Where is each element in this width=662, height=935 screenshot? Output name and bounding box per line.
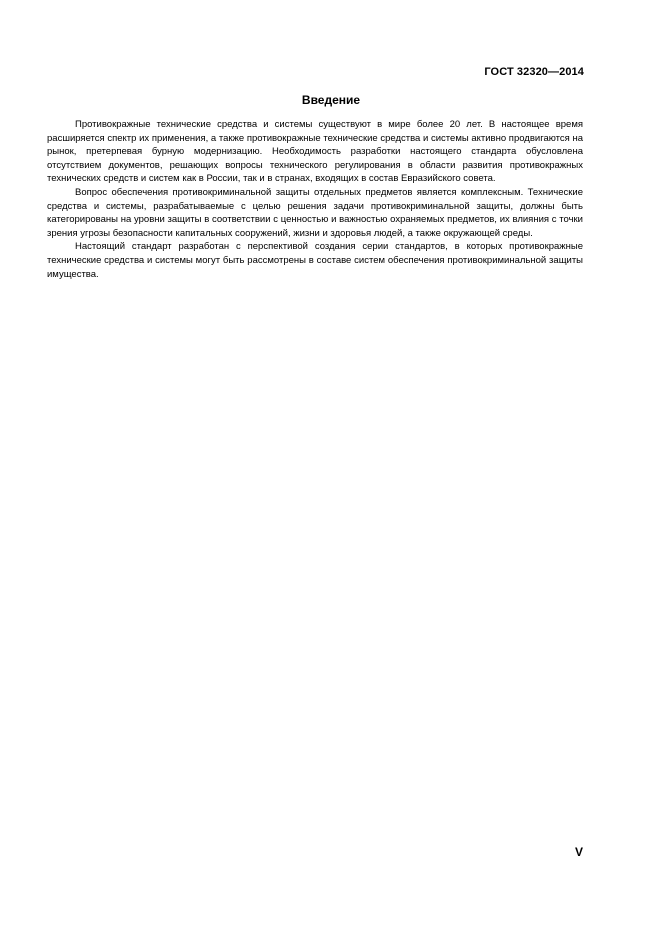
paragraph-3: Настоящий стандарт разработан с перспективой создания серии стандартов, в которых противокражные технические средства и системы могут быть рассмотрены в составе систем обеспечения противокриминальной защиты имущества. <box>47 241 583 280</box>
paragraph-2: Вопрос обеспечения противокриминальной защиты отдельных предметов является комплексным. Технические средства и системы, разрабатываемые с целью решения задачи противокриминальной защиты, должны быть категорированы на уровни защиты в соответствии с ценностью и важностью охраняемых предметов, их влияния с точки зрения угрозы безопасности капитальных сооружений, жизни и здоровья людей, а также окружающей среды. <box>47 186 583 239</box>
page-number: V <box>574 845 583 859</box>
section-title: Введение <box>301 93 361 107</box>
paragraph-1: Противокражные технические средства и системы существуют в мире более 20 лет. В настоящее время расширяется спектр их применения, а также противокражные технические средства и системы активно продвигаются на рынок, претерпевая бурную модернизацию. Необходимость разработки настоящего стандарта обусловлена отсутствием документов, решающих вопросы технического регулирования в области развития противокражных технических средств и систем как в России, так и в странах, входящих в состав Евразийского совета. <box>47 119 583 185</box>
document-code: ГОСТ 32320—2014 <box>484 66 584 78</box>
body-text <box>47 118 583 281</box>
